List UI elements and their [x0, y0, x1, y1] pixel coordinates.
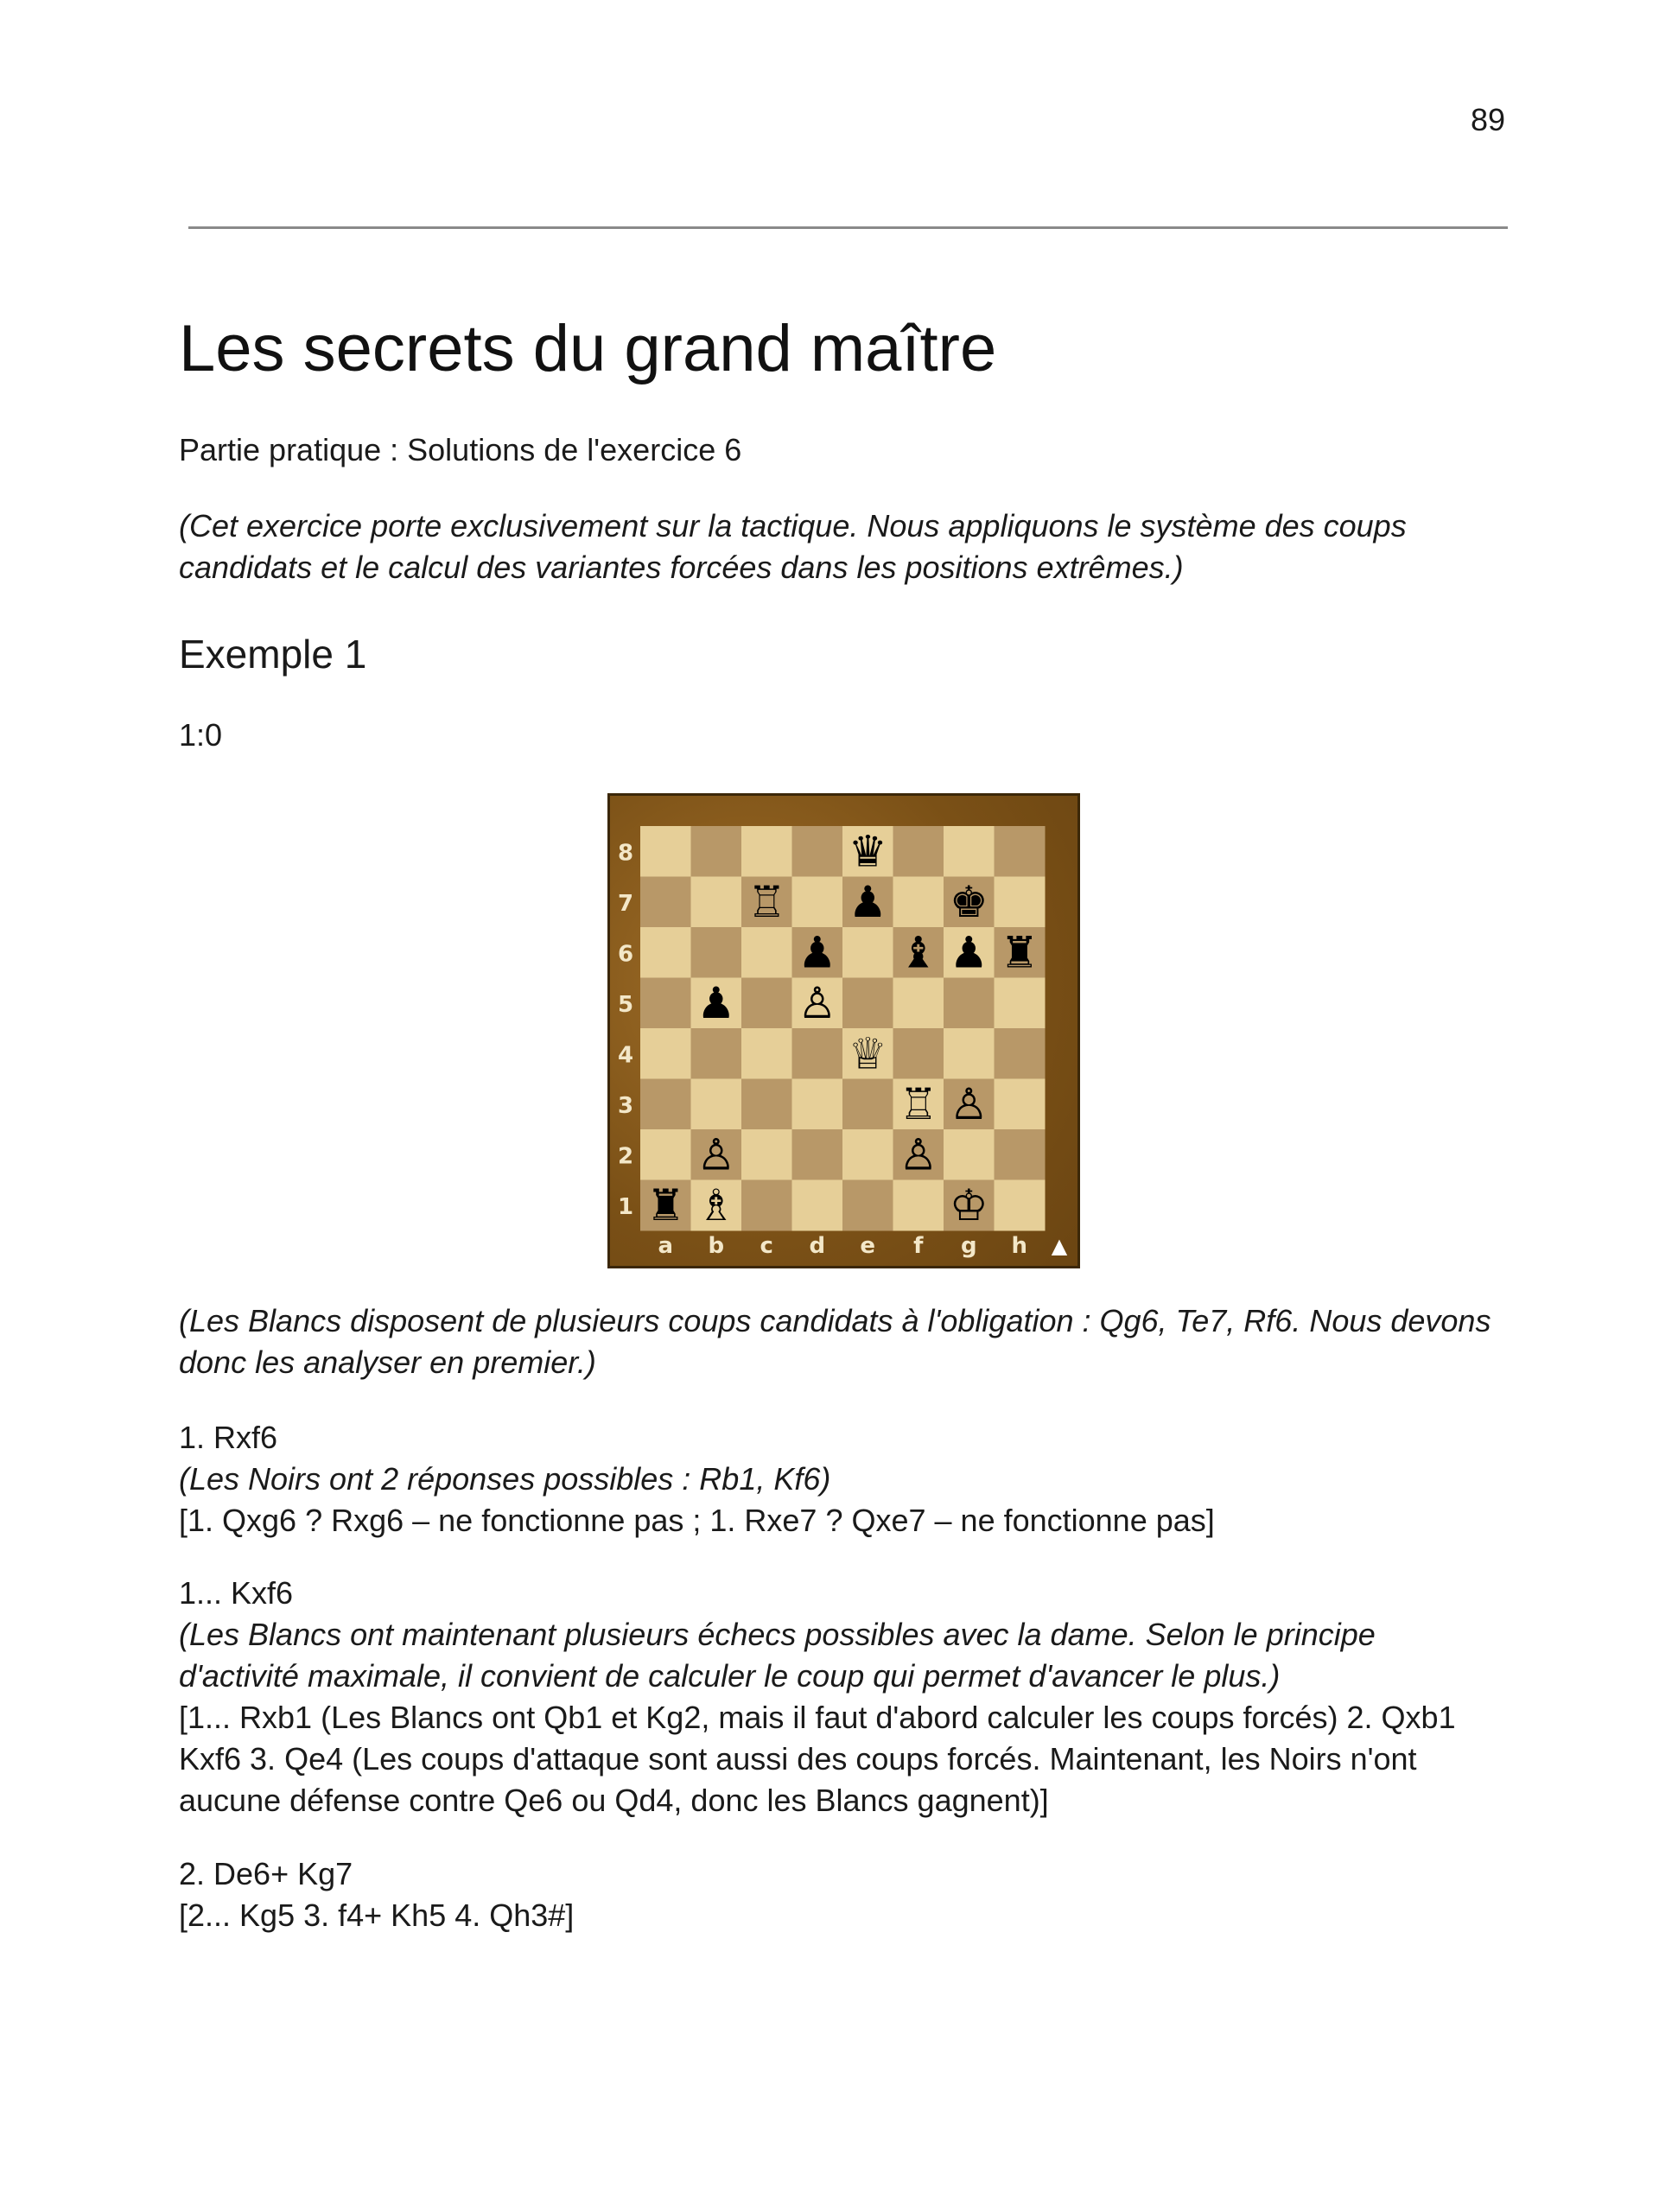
move-line: 2. De6+ Kg7 [179, 1856, 353, 1891]
move-line: aucune défense contre Qe6 ou Qd4, donc les Blancs gagnent)] [179, 1783, 1049, 1818]
board-square-a8 [640, 826, 691, 877]
board-square-c2 [741, 1129, 792, 1180]
board-square-e6 [842, 927, 893, 978]
chess-piece-c7: ♖ [747, 876, 786, 927]
board-square-a6 [640, 927, 691, 978]
board-square-e2 [842, 1129, 893, 1180]
chess-piece-d5: ♙ [798, 977, 837, 1028]
board-square-g2 [944, 1129, 995, 1180]
chess-piece-b1: ♗ [696, 1179, 736, 1230]
chess-piece-g7: ♚ [949, 876, 988, 927]
analysis-block [179, 1853, 1527, 1936]
board-square-d8 [792, 826, 843, 877]
board-square-c5 [741, 978, 792, 1029]
commentary-line: d'activité maximale, il convient de calculer le coup qui permet d'avancer le plus.) [179, 1658, 1281, 1694]
chess-piece-f2: ♙ [899, 1129, 938, 1180]
intro-paragraph [179, 505, 1527, 588]
move-line: Kxf6 3. Qe4 (Les coups d'attaque sont aussi des coups forcés. Maintenant, les Noirs n'ont [179, 1741, 1417, 1777]
analysis-block [179, 1417, 1527, 1541]
board-square-b8 [691, 826, 742, 877]
rank-label: 3 [617, 1092, 634, 1119]
chess-piece-e8: ♛ [848, 826, 887, 877]
rank-label: 7 [617, 890, 634, 917]
move-line: [1... Rxb1 (Les Blancs ont Qb1 et Kg2, mais il faut d'abord calculer les coups forcés) 2. Qxb1 [179, 1700, 1456, 1735]
board-square-d7 [792, 877, 843, 928]
header-rule [188, 226, 1508, 229]
board-square-b6 [691, 927, 742, 978]
file-label: a [658, 1233, 674, 1259]
board-square-c3 [741, 1079, 792, 1130]
board-square-b7 [691, 877, 742, 928]
board-square-a2 [640, 1129, 691, 1180]
board-square-d2 [792, 1129, 843, 1180]
board-square-h3 [995, 1079, 1046, 1130]
subtitle: Partie pratique : Solutions de l'exercice 6 [179, 432, 742, 467]
board-square-h4 [995, 1028, 1046, 1079]
file-label: g [960, 1233, 977, 1259]
file-label: b [708, 1233, 725, 1259]
chess-piece-d6: ♟ [798, 927, 837, 978]
page-number: 89 [1470, 102, 1505, 137]
board-square-d4 [792, 1028, 843, 1079]
chess-piece-g3: ♙ [949, 1078, 988, 1129]
chess-piece-g6: ♟ [949, 927, 988, 978]
file-label: f [913, 1233, 924, 1259]
board-square-c8 [741, 826, 792, 877]
board-square-c4 [741, 1028, 792, 1079]
rank-label: 4 [617, 1042, 634, 1069]
board-square-g4 [944, 1028, 995, 1079]
intro-line: (Cet exercice porte exclusivement sur la tactique. Nous appliquons le système des coups [179, 508, 1407, 543]
board-square-d1 [792, 1180, 843, 1231]
board-square-h2 [995, 1129, 1046, 1180]
chess-piece-h6: ♜ [1000, 927, 1039, 978]
rank-label: 8 [617, 840, 634, 867]
chess-piece-f3: ♖ [899, 1078, 938, 1129]
commentary-line: (Les Blancs disposent de plusieurs coups candidats à l'obligation : Qg6, Te7, Rf6. Nous devons [179, 1303, 1491, 1338]
board-square-h7 [995, 877, 1046, 928]
move-line: 1. Rxf6 [179, 1420, 278, 1455]
chess-piece-e4: ♕ [848, 1028, 887, 1079]
commentary-line: (Les Blancs ont maintenant plusieurs échecs possibles avec la dame. Selon le principe [179, 1617, 1376, 1652]
board-square-e3 [842, 1079, 893, 1130]
chess-piece-b5: ♟ [696, 977, 736, 1028]
board-square-e5 [842, 978, 893, 1029]
file-label: h [1011, 1233, 1028, 1259]
board-square-a5 [640, 978, 691, 1029]
rank-label: 2 [617, 1143, 634, 1170]
board-square-c1 [741, 1180, 792, 1231]
intro-line: candidats et le calcul des variantes forcées dans les positions extrêmes.) [179, 550, 1184, 585]
move-line: [1. Qxg6 ? Rxg6 – ne fonctionne pas ; 1. Rxe7 ? Qxe7 – ne fonctionne pas] [179, 1503, 1215, 1538]
file-label: c [760, 1233, 773, 1259]
board-square-h1 [995, 1180, 1046, 1231]
board-square-f5 [893, 978, 944, 1029]
board-square-d3 [792, 1079, 843, 1130]
board-square-c6 [741, 927, 792, 978]
chess-piece-a1: ♜ [645, 1179, 685, 1230]
analysis-block [179, 1573, 1527, 1821]
chess-piece-e7: ♟ [848, 876, 887, 927]
board-square-a4 [640, 1028, 691, 1079]
game-score: 1:0 [179, 717, 223, 753]
board-square-f4 [893, 1028, 944, 1079]
page-title: Les secrets du grand maître [179, 312, 997, 385]
rank-label: 6 [617, 941, 634, 968]
example-heading: Exemple 1 [179, 632, 367, 677]
chess-piece-b2: ♙ [696, 1129, 736, 1180]
commentary-line: donc les analyser en premier.) [179, 1344, 596, 1380]
rank-label: 5 [617, 991, 634, 1018]
board-square-a7 [640, 877, 691, 928]
white-to-move-marker: ▲ [1051, 1234, 1068, 1258]
board-square-b4 [691, 1028, 742, 1079]
chess-board-diagram [607, 793, 1080, 1268]
board-square-f8 [893, 826, 944, 877]
board-square-h5 [995, 978, 1046, 1029]
chess-piece-f6: ♝ [899, 927, 938, 978]
board-square-g8 [944, 826, 995, 877]
analysis-block [179, 1300, 1527, 1383]
board-square-f7 [893, 877, 944, 928]
move-line: 1... Kxf6 [179, 1575, 294, 1611]
board-square-h8 [995, 826, 1046, 877]
chess-piece-g1: ♔ [949, 1179, 988, 1230]
move-line: [2... Kg5 3. f4+ Kh5 4. Qh3#] [179, 1897, 575, 1933]
chess-board-svg [610, 796, 1077, 1266]
board-square-a3 [640, 1079, 691, 1130]
board-square-b3 [691, 1079, 742, 1130]
board-square-g5 [944, 978, 995, 1029]
file-label: e [860, 1233, 876, 1259]
board-square-e1 [842, 1180, 893, 1231]
board-square-f1 [893, 1180, 944, 1231]
commentary-line: (Les Noirs ont 2 réponses possibles : Rb1, Kf6) [179, 1461, 831, 1497]
file-label: d [809, 1233, 826, 1259]
rank-label: 1 [617, 1193, 634, 1220]
